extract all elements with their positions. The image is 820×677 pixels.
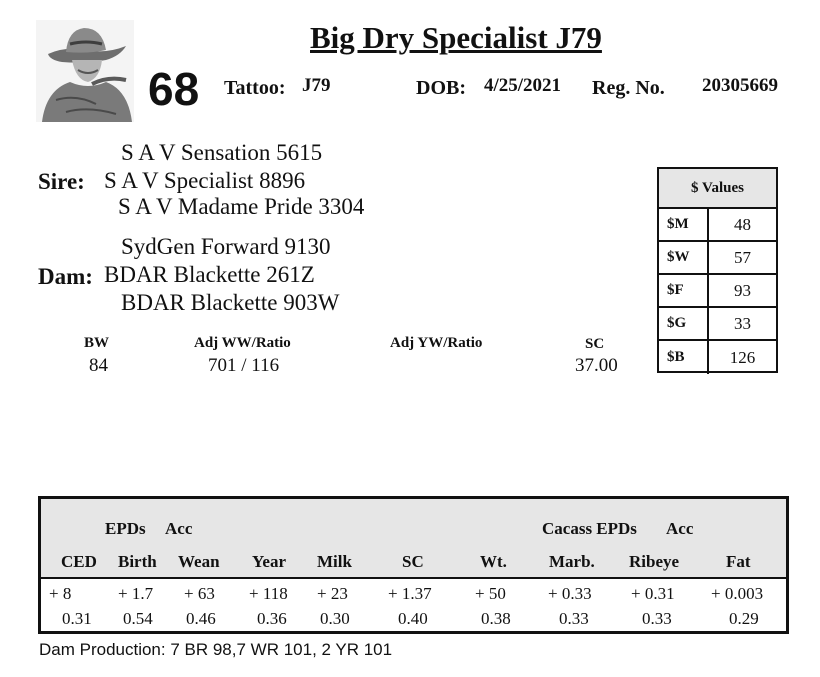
dam-sire-name: SydGen Forward 9130 <box>121 234 331 259</box>
col-header-milk: Milk <box>317 552 352 571</box>
dollar-value-w: 57 <box>734 247 751 267</box>
col-header-fat: Fat <box>726 552 751 571</box>
acc-value-sc: 0.40 <box>398 609 428 628</box>
dam-production-text: Dam Production: 7 BR 98,7 WR 101, 2 YR 101 <box>39 640 393 659</box>
epd-value-milk: + 23 <box>317 584 348 603</box>
bw-label: BW <box>84 335 110 351</box>
epd-value-wean: + 63 <box>184 584 215 603</box>
dam-dam-name: BDAR Blackette 903W <box>121 290 340 315</box>
epd-value-ced: + 8 <box>49 584 72 603</box>
dam-name: BDAR Blackette 261Z <box>104 262 315 287</box>
carcass-epds-group-label: Cacass EPDs <box>542 519 637 538</box>
col-header-wt: Wt. <box>480 552 507 571</box>
dollar-label-f: $F <box>659 275 709 306</box>
acc-value-ced: 0.31 <box>62 609 92 628</box>
dollar-row-g <box>659 308 776 341</box>
dollar-row-b <box>659 341 776 374</box>
acc-value-birth: 0.54 <box>123 609 153 628</box>
acc-value-year: 0.36 <box>257 609 287 628</box>
epds-group-label: EPDs <box>105 519 146 538</box>
epd-value-birth: + 1.7 <box>118 584 154 603</box>
sire-name: S A V Specialist 8896 <box>104 168 306 193</box>
acc-value-wean: 0.46 <box>186 609 216 628</box>
col-header-sc: SC <box>402 552 424 571</box>
dob-label: DOB: <box>416 77 466 99</box>
acc-value-wt: 0.38 <box>481 609 511 628</box>
dollar-value-g: 33 <box>734 313 751 333</box>
lot-number: 68 <box>148 63 200 115</box>
sc-value: 37.00 <box>575 355 618 376</box>
dollar-label-m: $M <box>659 209 709 240</box>
acc-value-milk: 0.30 <box>320 609 350 628</box>
reg-no-value: 20305669 <box>702 75 778 96</box>
cowboy-logo-image <box>36 20 134 122</box>
dollar-value-m: 48 <box>734 214 751 234</box>
epd-value-year: + 118 <box>249 584 288 603</box>
col-header-ribeye: Ribeye <box>629 552 680 571</box>
tattoo-label: Tattoo: <box>224 77 286 99</box>
adj-ww-value: 701 / 116 <box>208 355 280 376</box>
acc-value-ribeye: 0.33 <box>642 609 672 628</box>
sc-label: SC <box>585 336 605 352</box>
acc-value-marb: 0.33 <box>559 609 589 628</box>
adj-yw-label: Adj YW/Ratio <box>390 335 483 351</box>
dollar-row-m <box>659 209 776 242</box>
sire-sire-name: S A V Sensation 5615 <box>121 140 323 165</box>
epd-value-fat: + 0.003 <box>711 584 764 603</box>
reg-no-label: Reg. No. <box>592 77 665 99</box>
dollar-values-title: $ Values <box>659 169 776 209</box>
epds-acc-label: Acc <box>165 519 193 538</box>
dam-label: Dam: <box>38 264 93 289</box>
col-header-birth: Birth <box>118 552 157 571</box>
epd-value-ribeye: + 0.31 <box>631 584 675 603</box>
epd-value-wt: + 50 <box>475 584 506 603</box>
dollar-row-w <box>659 242 776 275</box>
page-title: Big Dry Specialist J79 <box>310 20 602 55</box>
acc-value-fat: 0.29 <box>729 609 759 628</box>
epd-table-header <box>41 499 786 579</box>
dollar-label-b: $B <box>659 341 709 374</box>
sire-dam-name: S A V Madame Pride 3304 <box>118 194 365 219</box>
dob-value: 4/25/2021 <box>484 75 562 96</box>
dollar-row-f <box>659 275 776 308</box>
dollar-value-f: 93 <box>734 280 751 300</box>
carcass-acc-label: Acc <box>666 519 694 538</box>
col-header-wean: Wean <box>178 552 220 571</box>
col-header-marb: Marb. <box>549 552 595 571</box>
sire-label: Sire: <box>38 169 85 194</box>
adj-ww-label: Adj WW/Ratio <box>194 335 291 351</box>
epd-table <box>38 496 789 634</box>
dollar-value-b: 126 <box>729 347 756 367</box>
dollar-values-table <box>657 167 778 373</box>
bw-value: 84 <box>89 355 108 376</box>
dollar-label-g: $G <box>659 308 709 339</box>
epd-value-sc: + 1.37 <box>388 584 432 603</box>
tattoo-value: J79 <box>302 75 331 96</box>
col-header-year: Year <box>252 552 286 571</box>
epd-value-marb: + 0.33 <box>548 584 592 603</box>
col-header-ced: CED <box>61 552 97 571</box>
dollar-label-w: $W <box>659 242 709 273</box>
